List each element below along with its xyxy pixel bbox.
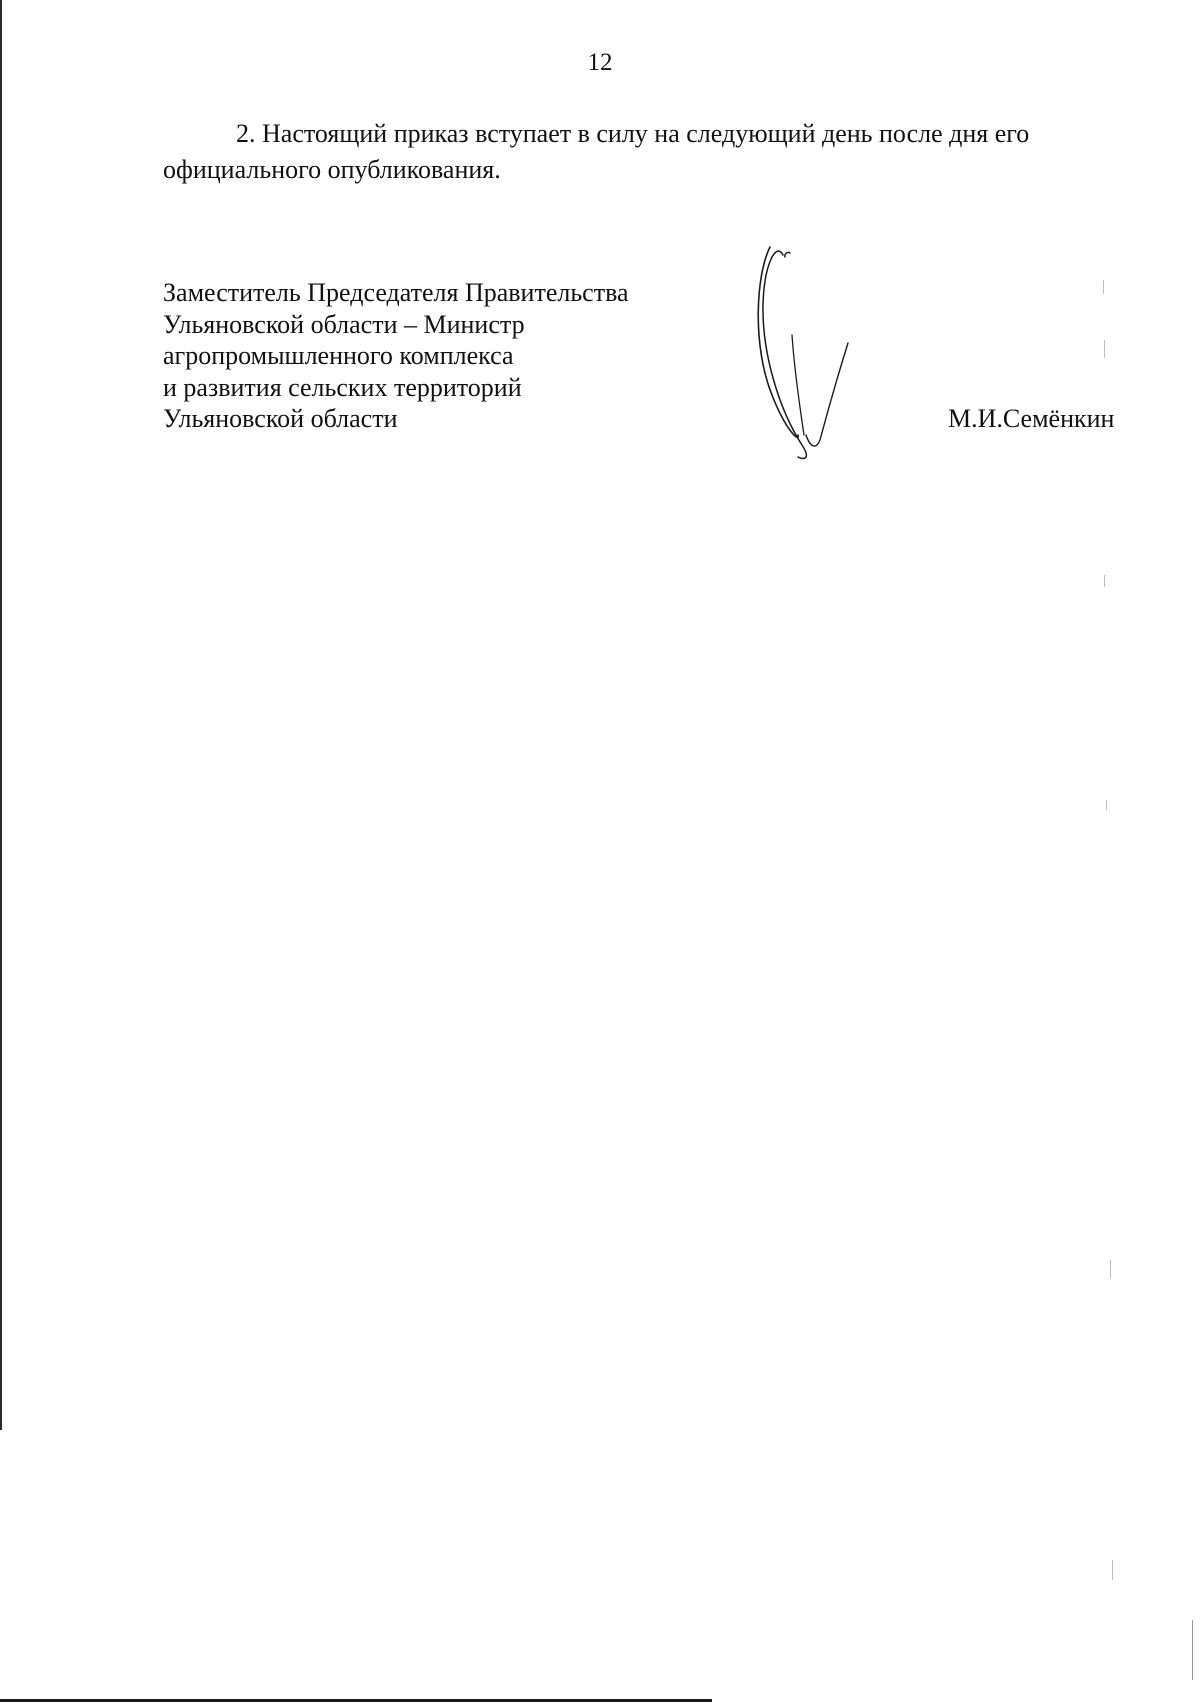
position-line: Ульяновской области – Министр: [163, 309, 525, 339]
handwritten-signature: [750, 235, 860, 465]
signatory-position: [163, 277, 629, 435]
scan-artifact: [1110, 1260, 1111, 1278]
position-line: Ульяновской области: [163, 404, 398, 433]
scan-artifact: [1104, 575, 1105, 587]
position-line: Заместитель Председателя Правительства: [163, 278, 629, 307]
clause-paragraph: 2. Настоящий приказ вступает в силу на следующий день после дня его официального опубликования.: [163, 119, 1030, 184]
scan-artifact: [1104, 340, 1105, 358]
position-line: агропромышленного комплекса: [163, 341, 514, 370]
scan-bottom-edge: [0, 1699, 712, 1702]
scan-artifact: [1192, 1620, 1193, 1680]
signatory-name: М.И.Семёнкин: [948, 404, 1115, 433]
scan-artifact: [1103, 280, 1104, 294]
page-number: 12: [587, 49, 613, 76]
scan-artifact: [1106, 800, 1107, 810]
scan-left-edge: [0, 0, 2, 1430]
position-line: и развития сельских территорий: [163, 372, 522, 402]
scan-artifact: [1112, 1560, 1113, 1580]
